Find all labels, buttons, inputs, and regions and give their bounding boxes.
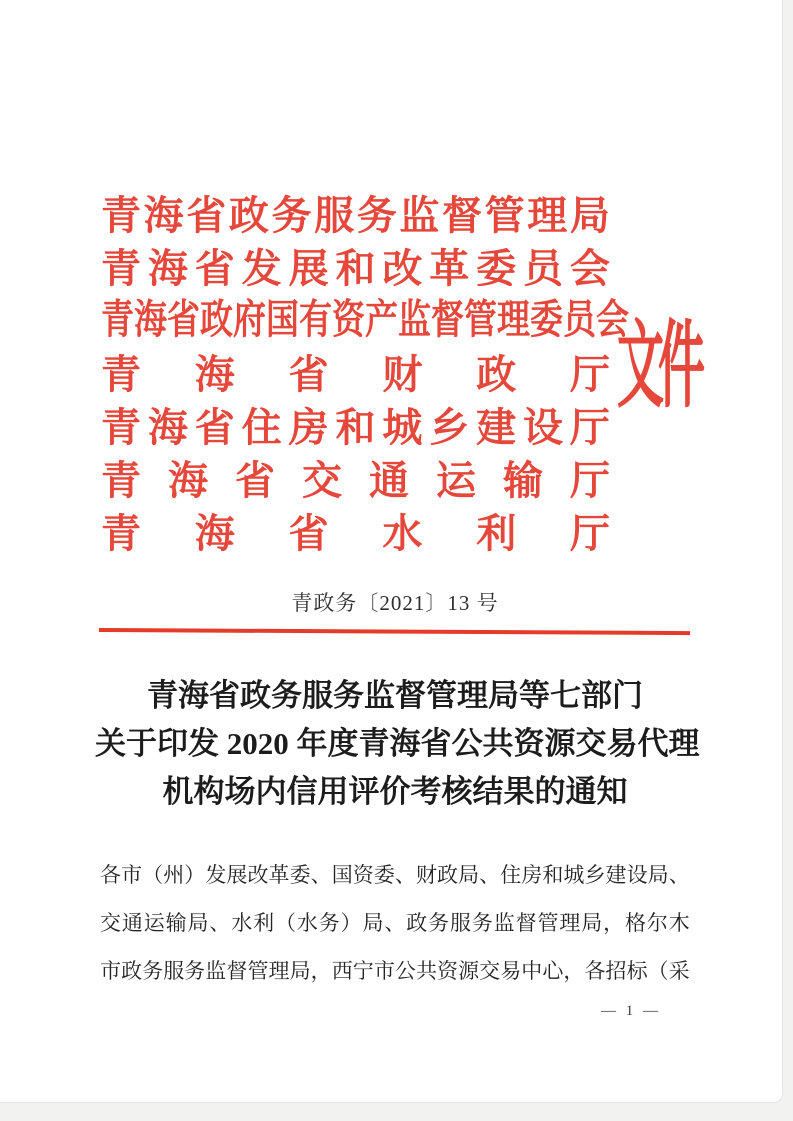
char: （ [142, 862, 164, 887]
char: 展 [226, 862, 248, 887]
char: （ [647, 958, 669, 983]
letterhead-agency-line [101, 189, 610, 242]
char: 财 [415, 862, 437, 887]
char: 水 [231, 910, 253, 935]
char: 青 [101, 351, 141, 397]
char: 厅 [570, 457, 610, 503]
char: 通 [121, 910, 143, 935]
char: 建 [605, 862, 627, 887]
char: 服 [450, 910, 471, 935]
char: 海 [168, 457, 208, 503]
char: 革 [268, 862, 290, 887]
char: 政 [406, 910, 428, 935]
char: 利 [253, 910, 275, 935]
char: 务 [184, 958, 206, 983]
char: 海 [134, 298, 167, 343]
char: 中 [521, 958, 543, 983]
char: 、 [310, 862, 332, 887]
char: 招 [605, 958, 627, 983]
char: 局 [569, 192, 610, 238]
char: 监 [205, 958, 227, 983]
letterhead-agency-line [101, 401, 610, 454]
char: 产 [365, 298, 398, 343]
char: 国 [266, 298, 299, 343]
char: 员 [523, 245, 564, 291]
char: 青 [101, 298, 134, 343]
char: 省 [167, 298, 200, 343]
document-title [95, 672, 700, 816]
char: 乡 [429, 404, 470, 450]
char: 青 [101, 510, 141, 556]
char: 委 [289, 862, 311, 887]
char: 局 [647, 862, 669, 887]
char: 、 [384, 910, 406, 935]
char: ， [563, 958, 585, 983]
letterhead [101, 189, 629, 560]
char: 局 [187, 910, 209, 935]
char: 有 [299, 298, 332, 343]
char: 海 [147, 404, 188, 450]
char: 局 [581, 910, 603, 935]
char: 资 [352, 862, 374, 887]
char: 省 [186, 192, 227, 238]
char: 省 [288, 510, 329, 556]
char: 监 [398, 298, 431, 343]
char: 交 [479, 958, 501, 983]
char: 市 [373, 958, 395, 983]
char: 厅 [569, 510, 610, 556]
letterhead-agency-line [101, 295, 629, 348]
char: 监 [493, 910, 515, 935]
char: 海 [194, 351, 235, 397]
char: 局 [458, 862, 480, 887]
document-body [100, 851, 690, 995]
char: 青 [101, 457, 141, 503]
char: 督 [515, 910, 537, 935]
char: 服 [163, 958, 185, 983]
char: 房 [521, 862, 543, 887]
body-text-line [100, 851, 690, 899]
char: 采 [668, 958, 690, 983]
char: 和 [335, 245, 376, 291]
char: 政 [437, 862, 458, 887]
char: ， [310, 958, 332, 983]
char: 理 [559, 910, 581, 935]
body-text-line [100, 899, 690, 947]
char: 委 [476, 245, 517, 291]
char: 设 [626, 862, 648, 887]
char: 务 [428, 910, 450, 935]
char: 政 [121, 958, 143, 983]
char: 交 [100, 910, 121, 935]
char: 心 [542, 958, 564, 983]
char: 和 [542, 862, 564, 887]
char: 资 [437, 958, 458, 983]
char: 格 [625, 910, 646, 935]
char: 市 [121, 862, 143, 887]
char: 厅 [569, 404, 610, 450]
char: 建 [476, 404, 517, 450]
char: 理 [527, 192, 568, 238]
char: 革 [429, 245, 470, 291]
char: 、 [479, 862, 501, 887]
char: 务 [318, 910, 340, 935]
char: 员 [563, 298, 596, 343]
char: （ [275, 910, 296, 935]
char: 委 [530, 298, 563, 343]
document-title-line: 机构场内信用评价考核结果的通知 [162, 774, 628, 809]
char: 省 [194, 245, 235, 291]
char: 府 [233, 298, 266, 343]
char: 利 [476, 510, 517, 556]
char: ， [603, 910, 625, 935]
char: 各 [100, 862, 121, 887]
char: 住 [241, 404, 282, 450]
char: 管 [247, 958, 269, 983]
char: 青 [101, 192, 141, 238]
char: 输 [165, 910, 187, 935]
char: 会 [569, 245, 610, 291]
char: 城 [382, 404, 423, 450]
letterhead-agency-line [101, 507, 610, 560]
document-number: 青政务〔2021〕13 号 [291, 591, 499, 615]
char: 发 [241, 245, 282, 291]
char: 青 [101, 404, 141, 450]
char: 住 [500, 862, 522, 887]
red-separator-line [99, 628, 690, 635]
char: 务 [356, 192, 397, 238]
char: 、 [394, 862, 416, 887]
char: 西 [331, 958, 353, 983]
char: 省 [288, 351, 329, 397]
char: 政 [228, 192, 269, 238]
char: 理 [268, 958, 290, 983]
char: ） [340, 910, 362, 935]
char: 局 [362, 910, 384, 935]
char: 国 [331, 862, 353, 887]
char: 交 [302, 457, 342, 503]
page-number: — 1 — [601, 1003, 661, 1019]
letterhead-agency-line [101, 242, 610, 295]
char: 务 [471, 910, 493, 935]
char: 海 [143, 192, 184, 238]
char: 、 [209, 910, 231, 935]
char: 局 [289, 958, 311, 983]
char: 共 [415, 958, 437, 983]
body-text-line [100, 947, 690, 995]
char: 改 [247, 862, 269, 887]
char: 理 [497, 298, 530, 343]
char: 州 [163, 862, 185, 887]
char: 通 [369, 457, 409, 503]
char: 展 [288, 245, 329, 291]
char: 水 [382, 510, 423, 556]
char: 公 [394, 958, 416, 983]
char: 宁 [352, 958, 374, 983]
char: 务 [271, 192, 312, 238]
document-title-line: 关于印发 2020 年度青海省公共资源交易代理 [95, 726, 700, 761]
char: 务 [142, 958, 164, 983]
char: 易 [500, 958, 522, 983]
char: 运 [436, 457, 476, 503]
char: 服 [314, 192, 355, 238]
char: 厅 [569, 351, 610, 397]
char: 各 [584, 958, 606, 983]
char: 省 [194, 404, 235, 450]
char: 政 [476, 351, 517, 397]
char: 源 [458, 958, 480, 983]
char: 、 [668, 862, 690, 887]
char: 设 [523, 404, 564, 450]
letterhead-agency-line [101, 348, 610, 401]
char: 标 [626, 958, 648, 983]
char: 海 [147, 245, 188, 291]
char: 海 [194, 510, 235, 556]
letterhead-agency-line [101, 454, 610, 507]
char: 水 [296, 910, 318, 935]
char: 资 [332, 298, 365, 343]
char: 输 [503, 457, 543, 503]
char: 和 [335, 404, 376, 450]
char: 管 [464, 298, 497, 343]
char: 乡 [584, 862, 606, 887]
char: 省 [235, 457, 275, 503]
char: 运 [143, 910, 165, 935]
document-title-line: 青海省政务服务监督管理局等七部门 [147, 678, 643, 713]
char: 青 [101, 245, 141, 291]
char: 督 [226, 958, 248, 983]
char: 木 [668, 910, 690, 935]
char: 市 [100, 958, 121, 983]
char: 财 [382, 351, 423, 397]
char: 城 [563, 862, 585, 887]
char: 督 [431, 298, 464, 343]
char: ） [184, 862, 206, 887]
char: 政 [200, 298, 233, 343]
char: 督 [442, 192, 482, 238]
char: 会 [596, 298, 629, 343]
letterhead-wenjian-label: 文件 [617, 314, 699, 420]
char: 管 [537, 910, 559, 935]
char: 发 [205, 862, 227, 887]
char: 管 [484, 192, 525, 238]
char: 监 [399, 192, 440, 238]
char: 改 [382, 245, 423, 291]
char: 委 [373, 862, 395, 887]
char: 尔 [646, 910, 668, 935]
char: 房 [288, 404, 329, 450]
